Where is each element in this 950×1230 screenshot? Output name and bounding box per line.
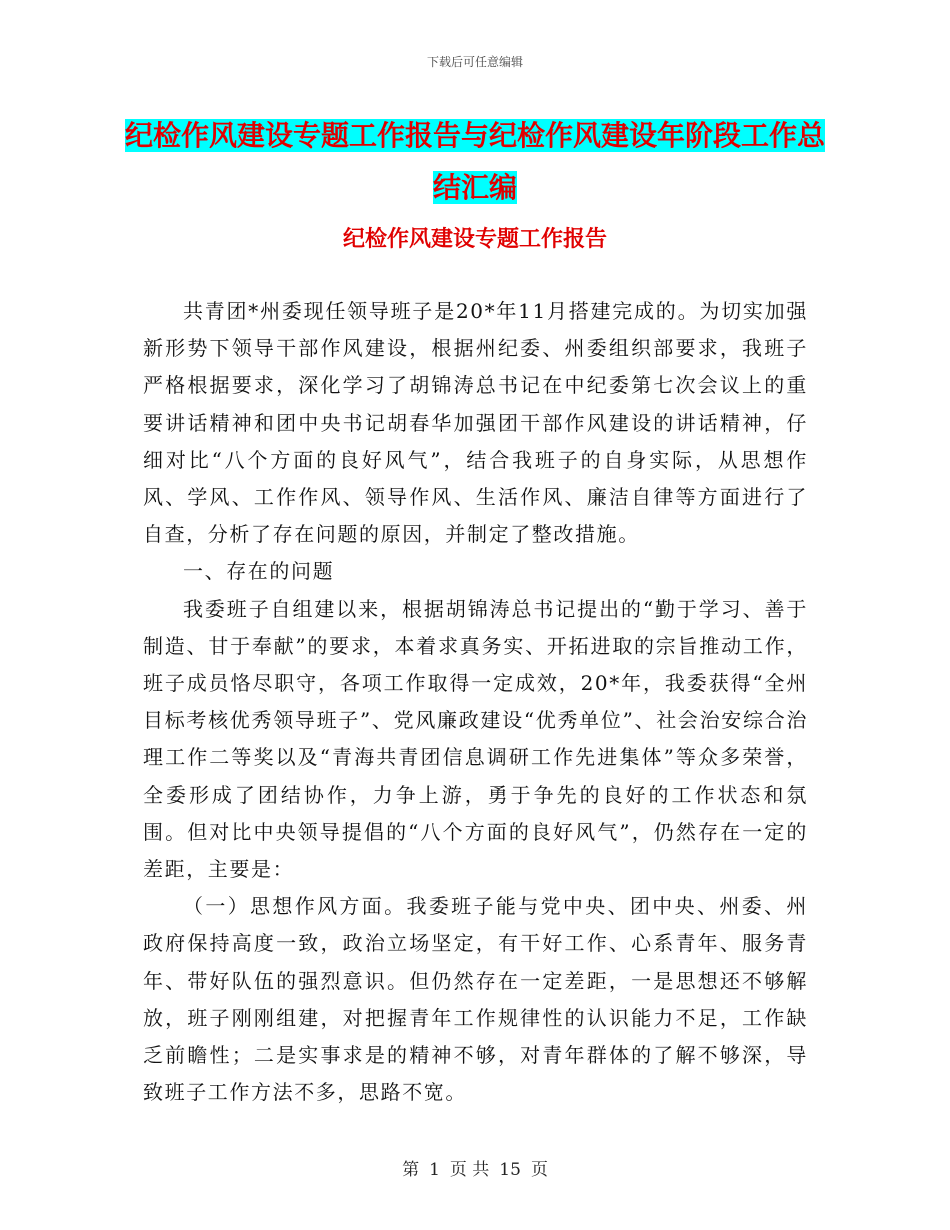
document-body <box>143 293 808 1111</box>
header-note: 下载后可任意编辑 <box>426 55 523 69</box>
section-title: 纪检作风建设专题工作报告 <box>342 227 607 252</box>
document-title-text: 纪检作风建设专题工作报告与纪检作风建设年阶段工作总结汇编 <box>124 119 825 204</box>
paragraph: 我委班子自组建以来，根据胡锦涛总书记提出的“勤于学习、善于制造、甘于奉献”的要求，本着求真务实、开拓进取的宗旨推动工作，班子成员恪尽职守，各项工作取得一定成效，20*年，我委获得“全州目标考核优秀领导班子”、党风廉政建设“优秀单位”、社会治安综合治理工作二等奖以及“青海共青团信息调研工作先进集体”等众多荣誉，全委形成了团结协作，力争上游，勇于争先的良好的工作状态和氛围。但对比中央领导提倡的“八个方面的良好风气”，仍然存在一定的差距，主要是： <box>143 596 808 882</box>
page-number: 1 <box>429 1160 440 1180</box>
footer-label-of: 页 共 <box>449 1160 490 1180</box>
page-footer <box>0 1155 950 1180</box>
footer-label-page: 第 <box>402 1160 420 1180</box>
paragraph: 共青团*州委现任领导班子是20*年11月搭建完成的。为切实加强新形势下领导干部作风建设，根据州纪委、州委组织部要求，我班子严格根据要求，深化学习了胡锦涛总书记在中纪委第七次会议上的重要讲话精神和团中央书记胡春华加强团干部作风建设的讲话精神，仔细对比“八个方面的良好风气”，结合我班子的自身实际，从思想作风、学风、工作作风、领导作风、生活作风、廉洁自律等方面进行了自查，分析了存在问题的原因，并制定了整改措施。 <box>143 299 808 547</box>
paragraph: （一）思想作风方面。我委班子能与党中央、团中央、州委、州政府保持高度一致，政治立场坚定，有干好工作、心系青年、服务青年、带好队伍的强烈意识。但仍然存在一定差距，一是思想还不够解放，班子刚刚组建，对把握青年工作规律性的认识能力不足，工作缺乏前瞻性；二是实事求是的精神不够，对青年群体的了解不够深，导致班子工作方法不多，思路不宽。 <box>143 894 808 1105</box>
total-pages: 15 <box>499 1160 521 1180</box>
document-title <box>120 110 830 214</box>
footer-label-pages: 页 <box>530 1160 548 1180</box>
paragraph: 一、存在的问题 <box>183 559 335 584</box>
